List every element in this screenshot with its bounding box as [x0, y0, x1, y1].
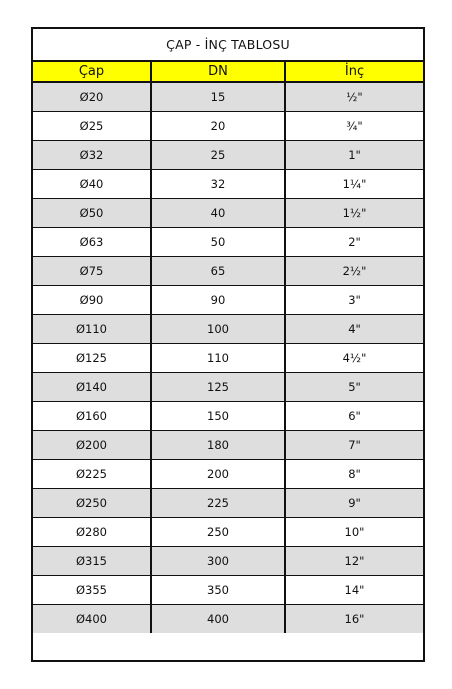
cell-cap: Ø75 [33, 256, 151, 285]
conversion-table-frame [31, 27, 425, 662]
cell-cap: Ø355 [33, 575, 151, 604]
cell-dn: 90 [151, 285, 285, 314]
table-body [33, 82, 423, 633]
table-row [33, 111, 423, 140]
header-row [33, 62, 423, 82]
cell-cap: Ø200 [33, 430, 151, 459]
table-row [33, 546, 423, 575]
cell-cap: Ø110 [33, 314, 151, 343]
cell-dn: 150 [151, 401, 285, 430]
cell-cap: Ø280 [33, 517, 151, 546]
cell-inch: 1½" [285, 198, 423, 227]
cell-cap: Ø25 [33, 111, 151, 140]
cell-cap: Ø315 [33, 546, 151, 575]
cell-inch: 9" [285, 488, 423, 517]
cell-dn: 300 [151, 546, 285, 575]
table-row [33, 430, 423, 459]
cell-inch: 14" [285, 575, 423, 604]
cell-dn: 350 [151, 575, 285, 604]
cell-cap: Ø400 [33, 604, 151, 633]
column-header-cap: Çap [33, 62, 151, 82]
table-row [33, 575, 423, 604]
cell-dn: 25 [151, 140, 285, 169]
cell-dn: 400 [151, 604, 285, 633]
table-row [33, 459, 423, 488]
table-row [33, 604, 423, 633]
table-title: ÇAP - İNÇ TABLOSU [33, 29, 423, 62]
table-row [33, 517, 423, 546]
table-row [33, 169, 423, 198]
table-row [33, 343, 423, 372]
cell-cap: Ø160 [33, 401, 151, 430]
cell-cap: Ø40 [33, 169, 151, 198]
table-row [33, 227, 423, 256]
cell-cap: Ø63 [33, 227, 151, 256]
cell-cap: Ø125 [33, 343, 151, 372]
conversion-table [33, 62, 423, 633]
cell-dn: 32 [151, 169, 285, 198]
cell-cap: Ø50 [33, 198, 151, 227]
cell-dn: 250 [151, 517, 285, 546]
cell-cap: Ø90 [33, 285, 151, 314]
cell-dn: 40 [151, 198, 285, 227]
cell-inch: 1" [285, 140, 423, 169]
cell-inch: 4½" [285, 343, 423, 372]
cell-inch: 2½" [285, 256, 423, 285]
cell-inch: 3" [285, 285, 423, 314]
column-header-dn: DN [151, 62, 285, 82]
cell-inch: ½" [285, 82, 423, 111]
cell-cap: Ø32 [33, 140, 151, 169]
table-row [33, 140, 423, 169]
column-header-inch: İnç [285, 62, 423, 82]
cell-dn: 225 [151, 488, 285, 517]
cell-inch: 12" [285, 546, 423, 575]
cell-inch: 7" [285, 430, 423, 459]
cell-dn: 110 [151, 343, 285, 372]
cell-dn: 15 [151, 82, 285, 111]
cell-dn: 200 [151, 459, 285, 488]
table-row [33, 401, 423, 430]
table-row [33, 198, 423, 227]
cell-dn: 20 [151, 111, 285, 140]
table-row [33, 488, 423, 517]
cell-cap: Ø250 [33, 488, 151, 517]
cell-inch: 10" [285, 517, 423, 546]
cell-cap: Ø20 [33, 82, 151, 111]
table-row [33, 82, 423, 111]
cell-inch: 1¼" [285, 169, 423, 198]
cell-inch: ¾" [285, 111, 423, 140]
table-row [33, 256, 423, 285]
cell-inch: 8" [285, 459, 423, 488]
cell-dn: 50 [151, 227, 285, 256]
table-row [33, 285, 423, 314]
cell-dn: 100 [151, 314, 285, 343]
cell-cap: Ø140 [33, 372, 151, 401]
cell-inch: 6" [285, 401, 423, 430]
cell-inch: 2" [285, 227, 423, 256]
cell-cap: Ø225 [33, 459, 151, 488]
cell-dn: 125 [151, 372, 285, 401]
cell-inch: 5" [285, 372, 423, 401]
cell-dn: 180 [151, 430, 285, 459]
table-row [33, 314, 423, 343]
cell-inch: 4" [285, 314, 423, 343]
cell-dn: 65 [151, 256, 285, 285]
cell-inch: 16" [285, 604, 423, 633]
table-row [33, 372, 423, 401]
